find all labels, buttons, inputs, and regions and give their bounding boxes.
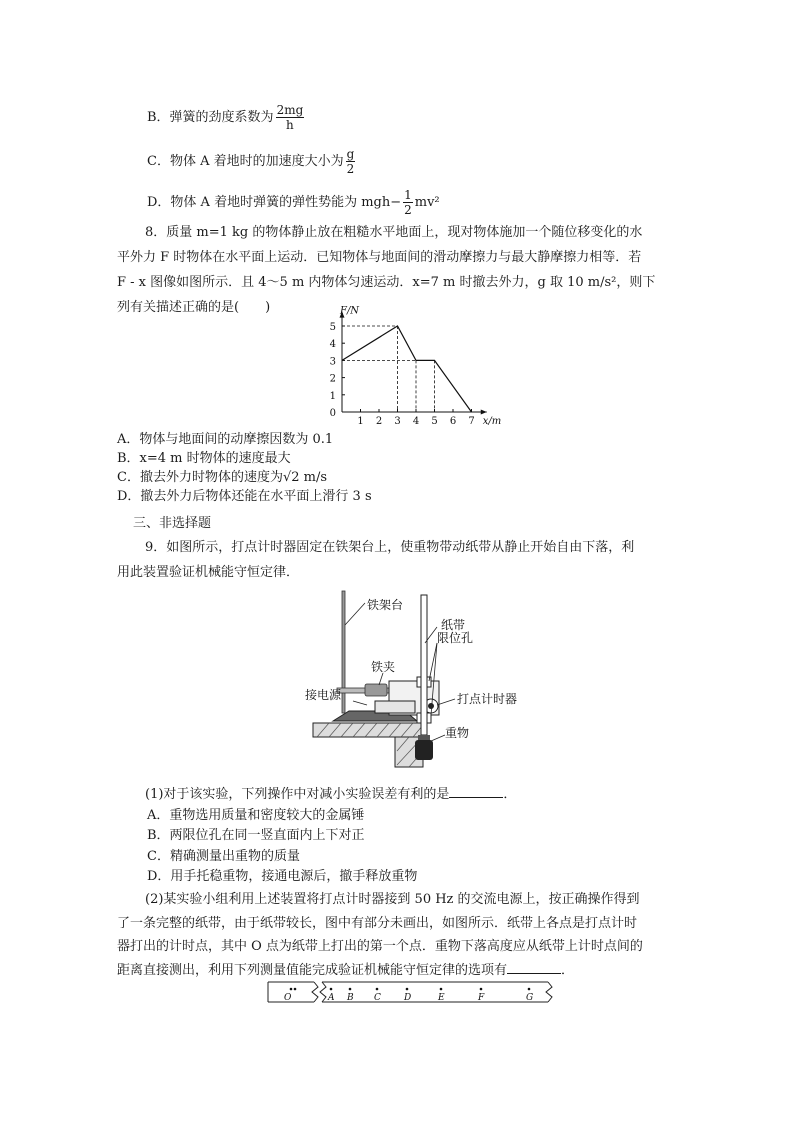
q7-option-d [147,188,440,217]
q7-d-suffix: mv² [414,195,440,210]
q7-b-den: h [286,118,294,132]
y-tick-label: 1 [329,390,336,402]
label-clamp: 铁夹 [371,660,396,674]
q9-sub1 [117,785,677,888]
y-axis-label: F/N [340,305,360,317]
y-tick-label: 2 [329,373,336,385]
x-axis-arrow [481,410,487,415]
section-3-heading: 三、非选择题 [133,516,212,531]
q8-line-1: 8．质量 m=1 kg 的物体静止放在粗糙水平地面上，现对物体施加一个随位移变化的水 [145,225,643,240]
q9-sub2-line-1: (2)某实验小组利用上述装置将打点计时器接到 50 Hz 的交流电源上，按正确操作得到 [145,892,640,907]
x-tick-label: 3 [394,416,401,427]
tape-point-d: D [404,993,412,1003]
label-weight: 重物 [445,726,470,740]
label-tape: 纸带 [441,618,466,632]
q9-sub2-answer-blank [507,961,561,974]
tape-point-c: C [374,993,381,1003]
q8-option-a: A．物体与地面间的动摩擦因数为 0.1 [117,432,334,447]
q9-line-1: 9．如图所示，打点计时器固定在铁架台上，使重物带动纸带从静止开始自由下落，利 [145,540,635,555]
x-tick-label: 6 [449,416,457,427]
q7-b-num: 2mg [276,103,304,117]
q9-sub1-option-b: B．两限位孔在同一竖直面内上下对正 [147,828,365,843]
tape-point-b: B [347,993,354,1003]
paper-tape [421,595,427,735]
q7-b-fraction [276,103,305,132]
q7-d-den: 2 [404,203,412,217]
stand-rod [342,591,345,713]
y-tick-label: 3 [329,356,336,368]
q8-option-d: D．撤去外力后物体还能在水平面上滑行 3 s [117,489,372,504]
q7-d-text: D．物体 A 着地时弹簧的弹性势能为 mgh− [147,195,402,210]
label-power: 接电源 [305,688,342,702]
q9-sub1-option-d: D．用手托稳重物，接通电源后，撤手释放重物 [147,869,418,884]
tape-point-e: E [438,993,445,1003]
table [313,723,423,767]
q9-sub2-text: 距离直接测出，利用下列测量值能完成验证机械能守恒定律的选项有 [117,962,508,978]
label-stand: 铁架台 [367,598,404,612]
q7-d-num: 1 [404,188,412,202]
x-tick-label: 1 [357,416,364,427]
tape-point-o: O [284,993,292,1003]
clamp-knob [365,684,387,696]
y-tick-label: 4 [329,339,336,351]
apparatus-diagram [305,585,535,770]
q8-option-c: C．撤去外力时物体的速度为√2 m/s [117,470,328,485]
q9-sub2-period: ． [561,962,575,978]
q9-sub2-line-2: 了一条完整的纸带，由于纸带较长，图中有部分未画出，如图所示．纸带上各点是打点计时 [117,915,638,931]
x-tick-label: 5 [431,416,438,427]
q7-b-text: B．弹簧的劲度系数为 [147,110,274,125]
origin-label: 0 [329,408,336,419]
x-tick-label: 2 [375,416,383,427]
q7-c-den: 2 [346,162,355,176]
q7-c-text: C．物体 A 着地时的加速度大小为 [147,154,344,169]
q8-options [117,430,677,506]
tape-point-a: A [328,993,335,1003]
q7-option-c [147,147,357,176]
x-tick-label: 4 [412,416,420,427]
tape-point-f: F [478,993,485,1003]
q9-sub1-option-c: C．精确测量出重物的质量 [147,848,300,864]
q8-line-3: F - x 图像如图所示．且 4～5 m 内物体匀速运动．x=7 m 时撤去外力，g 取 10 m/s²，则下 [117,275,656,290]
x-tick-label: 7 [468,416,475,427]
q7-d-fraction [403,188,413,217]
q7-c-num: g [346,147,355,161]
q9-sub2-line-3: 器打出的计时点，其中 O 点为纸带上打出的第一个点．重物下落高度应从纸带上计时点间的 [117,939,643,954]
paper-tape-diagram [266,980,556,1006]
y-tick-label: 5 [329,322,336,333]
label-limit-hole: 限位孔 [437,631,474,645]
q9-sub1-stem [117,785,677,806]
q9-stem [117,535,677,585]
q8-option-b: B．x=4 m 时物体的速度最大 [117,451,291,466]
q9-line-2: 用此装置验证机械能守恒定律． [117,565,300,580]
q9-sub1-option-a: A．重物选用质量和密度较大的金属锤 [147,807,365,823]
f-x-chart [310,300,510,430]
q8-line-4: 列有关描述正确的是( ) [117,300,271,315]
q9-sub1-answer-blank [449,785,503,798]
q7-option-b [147,103,306,132]
label-timer: 打点计时器 [457,692,518,706]
q7-c-fraction [346,147,356,176]
tape-point-g: G [526,993,534,1003]
q9-sub2-line-4 [117,959,677,983]
q9-sub1-period: ． [503,787,517,802]
f-x-series-line [342,326,472,412]
q9-sub2 [117,888,677,982]
q8-line-2: 平外力 F 时物体在水平面上运动．已知物体与地面间的滑动摩擦力与最大静摩擦力相等．若 [117,250,642,265]
x-axis-label: x/m [482,416,502,427]
q9-sub1-text: (1)对于该实验，下列操作中对减小实验误差有利的是 [145,787,450,802]
